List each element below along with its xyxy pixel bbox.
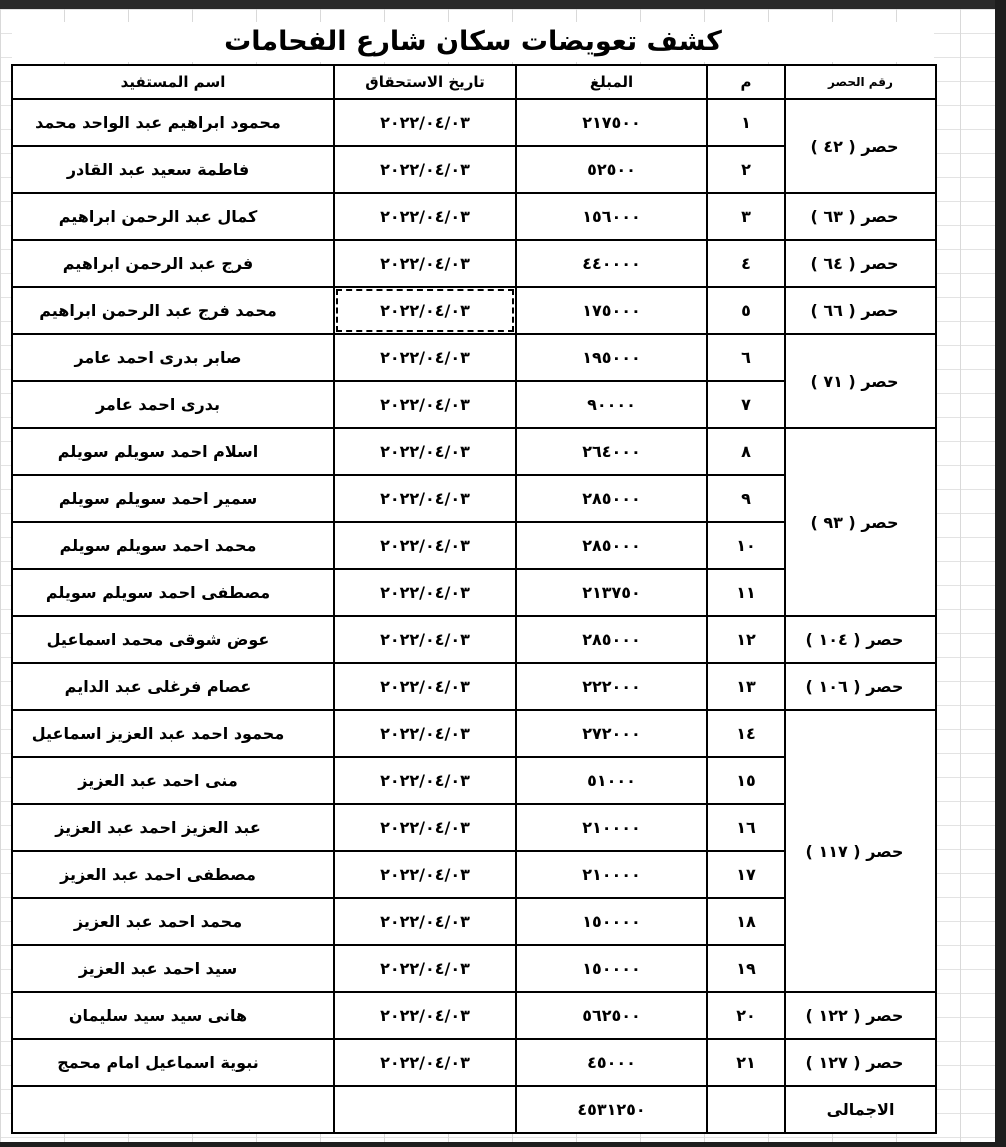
amount-cell[interactable]: ٢٦٤٠٠٠: [516, 428, 707, 475]
date-cell[interactable]: ٢٠٢٢/٠٤/٠٣: [334, 992, 516, 1039]
name-cell[interactable]: عصام فرغلى عبد الدايم: [12, 663, 334, 710]
amount-cell[interactable]: ٢٨٥٠٠٠: [516, 522, 707, 569]
table-row: [12, 616, 936, 663]
amount-cell[interactable]: ٥١٠٠٠: [516, 757, 707, 804]
date-cell[interactable]: ٢٠٢٢/٠٤/٠٣: [334, 287, 516, 334]
block-number-cell[interactable]: حصر ( ١٠٤ ): [785, 616, 936, 663]
amount-cell[interactable]: ١٥٠٠٠٠: [516, 945, 707, 992]
amount-cell[interactable]: ٥٢٥٠٠: [516, 146, 707, 193]
block-number-cell[interactable]: حصر ( ٦٣ ): [785, 193, 936, 240]
date-cell[interactable]: ٢٠٢٢/٠٤/٠٣: [334, 1039, 516, 1086]
name-cell[interactable]: فاطمة سعيد عبد القادر: [12, 146, 334, 193]
row-number-cell[interactable]: ١١: [707, 569, 785, 616]
name-cell[interactable]: محمد احمد عبد العزيز: [12, 898, 334, 945]
compensation-table: [11, 64, 937, 1134]
date-cell[interactable]: ٢٠٢٢/٠٤/٠٣: [334, 851, 516, 898]
date-cell[interactable]: ٢٠٢٢/٠٤/٠٣: [334, 193, 516, 240]
row-number-cell[interactable]: ١٢: [707, 616, 785, 663]
name-cell[interactable]: نبوية اسماعيل امام محمج: [12, 1039, 334, 1086]
table-row: [12, 992, 936, 1039]
total-amount-cell[interactable]: ٤٥٣١٢٥٠: [516, 1086, 707, 1133]
date-cell[interactable]: ٢٠٢٢/٠٤/٠٣: [334, 804, 516, 851]
amount-cell[interactable]: ٢١٠٠٠٠: [516, 804, 707, 851]
date-cell[interactable]: ٢٠٢٢/٠٤/٠٣: [334, 757, 516, 804]
amount-cell[interactable]: ١٥٠٠٠٠: [516, 898, 707, 945]
row-number-cell[interactable]: ١٧: [707, 851, 785, 898]
amount-cell[interactable]: ٢١٣٧٥٠: [516, 569, 707, 616]
amount-cell[interactable]: ٢١٠٠٠٠: [516, 851, 707, 898]
amount-cell[interactable]: ٤٥٠٠٠: [516, 1039, 707, 1086]
name-cell[interactable]: منى احمد عبد العزيز: [12, 757, 334, 804]
date-cell[interactable]: ٢٠٢٢/٠٤/٠٣: [334, 428, 516, 475]
name-cell[interactable]: محمد احمد سويلم سويلم: [12, 522, 334, 569]
empty-cell[interactable]: [12, 1086, 334, 1133]
block-number-cell[interactable]: حصر ( ١٢٢ ): [785, 992, 936, 1039]
block-number-cell[interactable]: حصر ( ٩٣ ): [785, 428, 936, 616]
table-row: [12, 1039, 936, 1086]
row-number-cell[interactable]: ٤: [707, 240, 785, 287]
row-number-cell[interactable]: ٣: [707, 193, 785, 240]
row-number-cell[interactable]: ٢٠: [707, 992, 785, 1039]
name-cell[interactable]: محمود احمد عبد العزيز اسماعيل: [12, 710, 334, 757]
block-number-cell[interactable]: حصر ( ٦٦ ): [785, 287, 936, 334]
block-number-cell[interactable]: حصر ( ٤٢ ): [785, 99, 936, 193]
name-cell[interactable]: محمود ابراهيم عبد الواحد محمد: [12, 99, 334, 146]
date-cell[interactable]: ٢٠٢٢/٠٤/٠٣: [334, 522, 516, 569]
row-number-cell[interactable]: ٥: [707, 287, 785, 334]
table-row: [12, 193, 936, 240]
date-cell[interactable]: ٢٠٢٢/٠٤/٠٣: [334, 99, 516, 146]
window-bottom-edge: [0, 1142, 1006, 1147]
row-number-cell[interactable]: ٨: [707, 428, 785, 475]
empty-cell[interactable]: [334, 1086, 516, 1133]
sheet-title: كشف تعويضات سكان شارع الفحامات: [12, 22, 934, 62]
row-number-cell[interactable]: ١٤: [707, 710, 785, 757]
window-right-edge: [995, 0, 1006, 1147]
empty-cell[interactable]: [707, 1086, 785, 1133]
date-cell[interactable]: ٢٠٢٢/٠٤/٠٣: [334, 569, 516, 616]
row-number-cell[interactable]: ١٠: [707, 522, 785, 569]
name-cell[interactable]: كمال عبد الرحمن ابراهيم: [12, 193, 334, 240]
table-row: [12, 710, 936, 757]
header-row: [12, 65, 936, 99]
row-number-cell[interactable]: ١٦: [707, 804, 785, 851]
row-number-cell[interactable]: ٢: [707, 146, 785, 193]
total-label-cell[interactable]: الاجمالى: [785, 1086, 936, 1133]
amount-cell[interactable]: ٢٧٢٠٠٠: [516, 710, 707, 757]
amount-cell[interactable]: ٢٨٥٠٠٠: [516, 616, 707, 663]
amount-cell[interactable]: ٥٦٢٥٠٠: [516, 992, 707, 1039]
table-row: [12, 240, 936, 287]
block-number-cell[interactable]: حصر ( ٧١ ): [785, 334, 936, 428]
row-number-cell[interactable]: ٢١: [707, 1039, 785, 1086]
date-cell[interactable]: ٢٠٢٢/٠٤/٠٣: [334, 475, 516, 522]
date-cell[interactable]: ٢٠٢٢/٠٤/٠٣: [334, 663, 516, 710]
amount-cell[interactable]: ١٩٥٠٠٠: [516, 334, 707, 381]
amount-cell[interactable]: ٢٨٥٠٠٠: [516, 475, 707, 522]
name-cell[interactable]: عوض شوقى محمد اسماعيل: [12, 616, 334, 663]
name-cell[interactable]: بدرى احمد عامر: [12, 381, 334, 428]
table-row: [12, 287, 936, 334]
date-cell[interactable]: ٢٠٢٢/٠٤/٠٣: [334, 381, 516, 428]
block-number-cell[interactable]: حصر ( ١٢٧ ): [785, 1039, 936, 1086]
amount-cell[interactable]: ٩٠٠٠٠: [516, 381, 707, 428]
name-cell[interactable]: هانى سيد سيد سليمان: [12, 992, 334, 1039]
amount-cell[interactable]: ١٧٥٠٠٠: [516, 287, 707, 334]
row-number-cell[interactable]: ٩: [707, 475, 785, 522]
table-row: [12, 663, 936, 710]
row-number-cell[interactable]: ١٨: [707, 898, 785, 945]
date-cell[interactable]: ٢٠٢٢/٠٤/٠٣: [334, 616, 516, 663]
date-cell[interactable]: ٢٠٢٢/٠٤/٠٣: [334, 898, 516, 945]
name-cell[interactable]: عبد العزيز احمد عبد العزيز: [12, 804, 334, 851]
amount-cell[interactable]: ١٥٦٠٠٠: [516, 193, 707, 240]
total-row: [12, 1086, 936, 1133]
name-cell[interactable]: صابر بدرى احمد عامر: [12, 334, 334, 381]
table-row: [12, 99, 936, 146]
name-cell[interactable]: مصطفى احمد عبد العزيز: [12, 851, 334, 898]
row-number-cell[interactable]: ٧: [707, 381, 785, 428]
header-num[interactable]: م: [707, 65, 785, 99]
amount-cell[interactable]: ٤٤٠٠٠٠: [516, 240, 707, 287]
name-cell[interactable]: سيد احمد عبد العزيز: [12, 945, 334, 992]
amount-cell[interactable]: ٢٢٢٠٠٠: [516, 663, 707, 710]
date-cell[interactable]: ٢٠٢٢/٠٤/٠٣: [334, 240, 516, 287]
block-number-cell[interactable]: حصر ( ١٠٦ ): [785, 663, 936, 710]
table-row: [12, 334, 936, 381]
name-cell[interactable]: اسلام احمد سويلم سويلم: [12, 428, 334, 475]
date-cell[interactable]: ٢٠٢٢/٠٤/٠٣: [334, 710, 516, 757]
header-amount[interactable]: المبلغ: [516, 65, 707, 99]
top-edge: [0, 0, 1006, 9]
header-date[interactable]: تاريخ الاستحقاق: [334, 65, 516, 99]
name-cell[interactable]: فرج عبد الرحمن ابراهيم: [12, 240, 334, 287]
row-number-cell[interactable]: ١٥: [707, 757, 785, 804]
block-number-cell[interactable]: حصر ( ١١٧ ): [785, 710, 936, 992]
name-cell[interactable]: سمير احمد سويلم سويلم: [12, 475, 334, 522]
date-cell[interactable]: ٢٠٢٢/٠٤/٠٣: [334, 146, 516, 193]
row-number-cell[interactable]: ٦: [707, 334, 785, 381]
amount-cell[interactable]: ٢١٧٥٠٠: [516, 99, 707, 146]
header-name[interactable]: اسم المستفيد: [12, 65, 334, 99]
row-number-cell[interactable]: ١٣: [707, 663, 785, 710]
table-row: [12, 428, 936, 475]
date-cell[interactable]: ٢٠٢٢/٠٤/٠٣: [334, 334, 516, 381]
header-block[interactable]: رقم الحصر: [785, 65, 936, 99]
date-cell[interactable]: ٢٠٢٢/٠٤/٠٣: [334, 945, 516, 992]
block-number-cell[interactable]: حصر ( ٦٤ ): [785, 240, 936, 287]
row-number-cell[interactable]: ١: [707, 99, 785, 146]
name-cell[interactable]: مصطفى احمد سويلم سويلم: [12, 569, 334, 616]
name-cell[interactable]: محمد فرج عبد الرحمن ابراهيم: [12, 287, 334, 334]
row-number-cell[interactable]: ١٩: [707, 945, 785, 992]
